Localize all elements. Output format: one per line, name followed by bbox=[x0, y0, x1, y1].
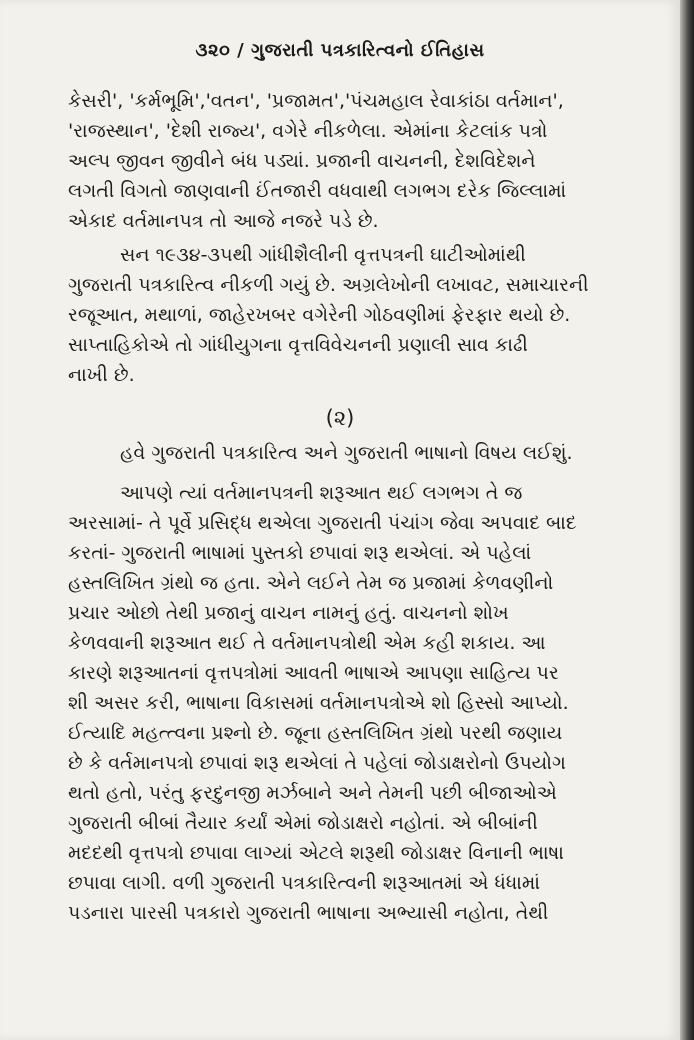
text-line: થતો હતો, પરંતુ ફરદુનજી મર્ઝબાને અને તેમની પછી બીજાઓએ bbox=[68, 782, 557, 804]
text-line: મદદથી વૃત્તપત્રો છપાવા લાગ્યાં એટલે શરૂથી જોડાક્ષર વિનાની ભાષા bbox=[68, 842, 564, 864]
text-line: રજૂઆત, મથાળાં, જાહેરખબર વગેરેની ગોઠવણીમાં ફેરફાર થયો છે. bbox=[68, 304, 571, 326]
text-line: અલ્પ જીવન જીવીને બંધ પડ્યાં. પ્રજાની વાચનની, દેશવિદેશને bbox=[68, 150, 536, 172]
text-line: લગતી વિગતો જાણવાની ઈંતજારી વધવાથી લગભગ દરેક જિલ્લામાં bbox=[68, 180, 567, 202]
text-line: છપાવા લાગી. વળી ગુજરાતી પત્રકારિત્વની શરૂઆતમાં એ ધંધામાં bbox=[68, 872, 540, 894]
page-header: ૩૨૦ / ગુજરાતી પત્રકારિત્વનો ઈતિહાસ bbox=[195, 40, 485, 61]
text-line: હવે ગુજરાતી પત્રકારિત્વ અને ગુજરાતી ભાષાનો વિષય લઈશું. bbox=[120, 442, 573, 464]
text-line: સાપ્તાહિકોએ તો ગાંધીયુગના વૃત્તવિવેચનની પ્રણાલી સાવ કાઢી bbox=[68, 334, 528, 356]
text-line: એકાદ વર્તમાનપત્ર તો આજે નજરે પડે છે. bbox=[68, 210, 379, 232]
text-line: નાખી છે. bbox=[68, 364, 135, 386]
text-line: 'રાજસ્થાન', 'દેશી રાજ્ય', વગેરે નીકળેલા. એમાંના કેટલાંક પત્રો bbox=[68, 120, 548, 142]
text-line: શી અસર કરી, ભાષાના વિકાસમાં વર્તમાનપત્રોએ શો હિસ્સો આપ્યો. bbox=[68, 692, 569, 714]
text-line: અરસામાં- તે પૂર્વે પ્રસિદ્ધ થએલા ગુજરાતી પંચાંગ જેવા અપવાદ બાદ bbox=[68, 512, 577, 534]
text-line: છે કે વર્તમાનપત્રો છપાવાં શરૂ થએલાં તે પહેલાં જોડાક્ષરોનો ઉપયોગ bbox=[68, 752, 566, 774]
text-line: ગુજરાતી બીબાં તૈયાર કર્યાં એમાં જોડાક્ષરો નહોતાં. એ બીબાંની bbox=[68, 812, 538, 834]
text-line: હસ્તલિખિત ગ્રંથો જ હતા. એને લઈને તેમ જ પ્રજામાં કેળવણીનો bbox=[68, 572, 554, 594]
text-line: કેસરી', 'કર્મભૂમિ','વતન', 'પ્રજામત','પંચમહાલ રેવાકાંઠા વર્તમાન', bbox=[68, 90, 564, 112]
text-line: પ્રચાર ઓછો તેથી પ્રજાનું વાચન નામનું હતું. વાચનનો શોખ bbox=[68, 602, 509, 624]
section-number: (૨) bbox=[325, 406, 355, 430]
text-line: સન ૧૯૩૪-૩૫થી ગાંધીશૈલીની વૃત્તપત્રની ઘાટીઓમાંથી bbox=[120, 244, 526, 266]
page-edge bbox=[680, 0, 694, 1040]
text-line: ગુજરાતી પત્રકારિત્વ નીકળી ગયું છે. અગ્રલેખોની લખાવટ, સમાચારની bbox=[68, 274, 589, 296]
text-line: કરતાં- ગુજરાતી ભાષામાં પુસ્તકો છપાવાં શરૂ થએલાં. એ પહેલાં bbox=[68, 542, 532, 564]
text-line: આપણે ત્યાં વર્તમાનપત્રની શરૂઆત થઈ લગભગ તે જ bbox=[120, 482, 523, 504]
text-line: કેળવવાની શરૂઆત થઈ તે વર્તમાનપત્રોથી એમ કહી શકાય. આ bbox=[68, 632, 546, 654]
text-line: કારણે શરૂઆતનાં વૃત્તપત્રોમાં આવતી ભાષાએ આપણા સાહિત્ય પર bbox=[68, 662, 559, 684]
text-line: પડનારા પારસી પત્રકારો ગુજરાતી ભાષાના અભ્યાસી નહોતા, તેથી bbox=[68, 902, 549, 924]
text-line: ઈત્યાદિ મહત્ત્વના પ્રશ્નો છે. જૂના હસ્તલિખિત ગ્રંથો પરથી જણાય bbox=[68, 722, 563, 744]
